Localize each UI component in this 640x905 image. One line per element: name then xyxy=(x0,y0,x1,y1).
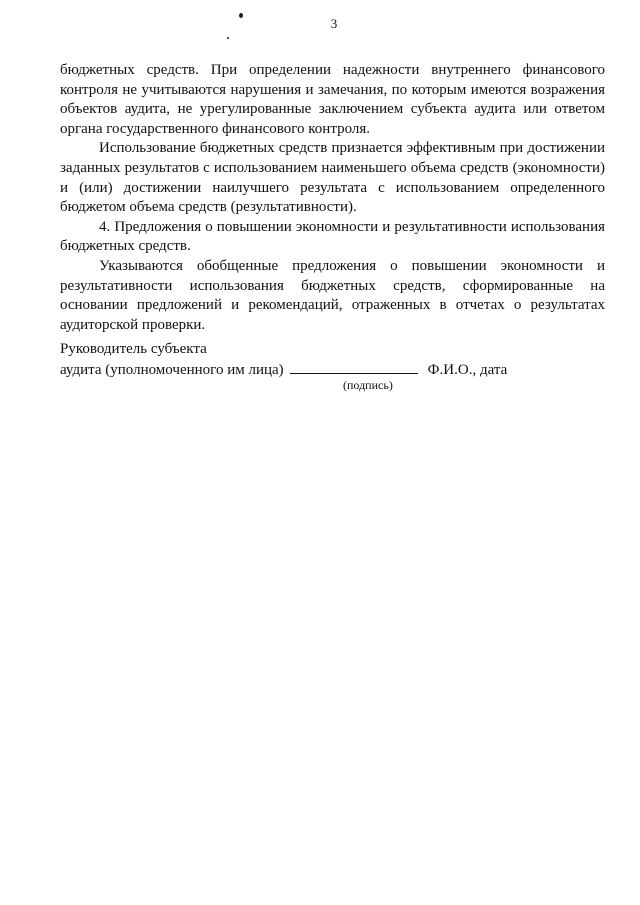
scan-speck xyxy=(227,37,229,39)
signature-block xyxy=(60,340,605,392)
signature-caption: (подпись) xyxy=(343,378,393,392)
page-number: 3 xyxy=(330,16,338,31)
paragraph-continuation: бюджетных средств. При определении надежности внутреннего финансового контроля не учитываются нарушения и замечания, по которым имеются возражения объектов аудита, не урегулированные заключением субъекта аудита или ответом органа государственного финансового контроля. xyxy=(60,62,605,137)
signature-title-line1: Руководитель субъекта xyxy=(60,341,207,357)
signature-line xyxy=(290,359,418,374)
signature-title-line2: аудита (уполномоченного им лица) xyxy=(60,362,284,378)
signature-name-date: Ф.И.О., дата xyxy=(427,362,508,378)
paragraph-efficiency: Использование бюджетных средств признается эффективным при достижении заданных результатов с использованием наименьшего объема средств (экономности) и (или) достижении наилучшего результата с использованием определенного бюджетом объема средств (результативности). xyxy=(60,140,605,216)
document-body xyxy=(60,61,605,335)
scan-speck xyxy=(239,13,243,18)
section-heading-4: 4. Предложения о повышении экономности и результативности использования бюджетных средств. xyxy=(60,218,605,255)
signature-row xyxy=(60,359,605,380)
paragraph-proposals: Указываются обобщенные предложения о повышении экономности и результативности использования бюджетных средств, сформированные на основании предложений и рекомендаций, отраженных в отчетах о результатах аудиторской проверки. xyxy=(60,257,605,333)
